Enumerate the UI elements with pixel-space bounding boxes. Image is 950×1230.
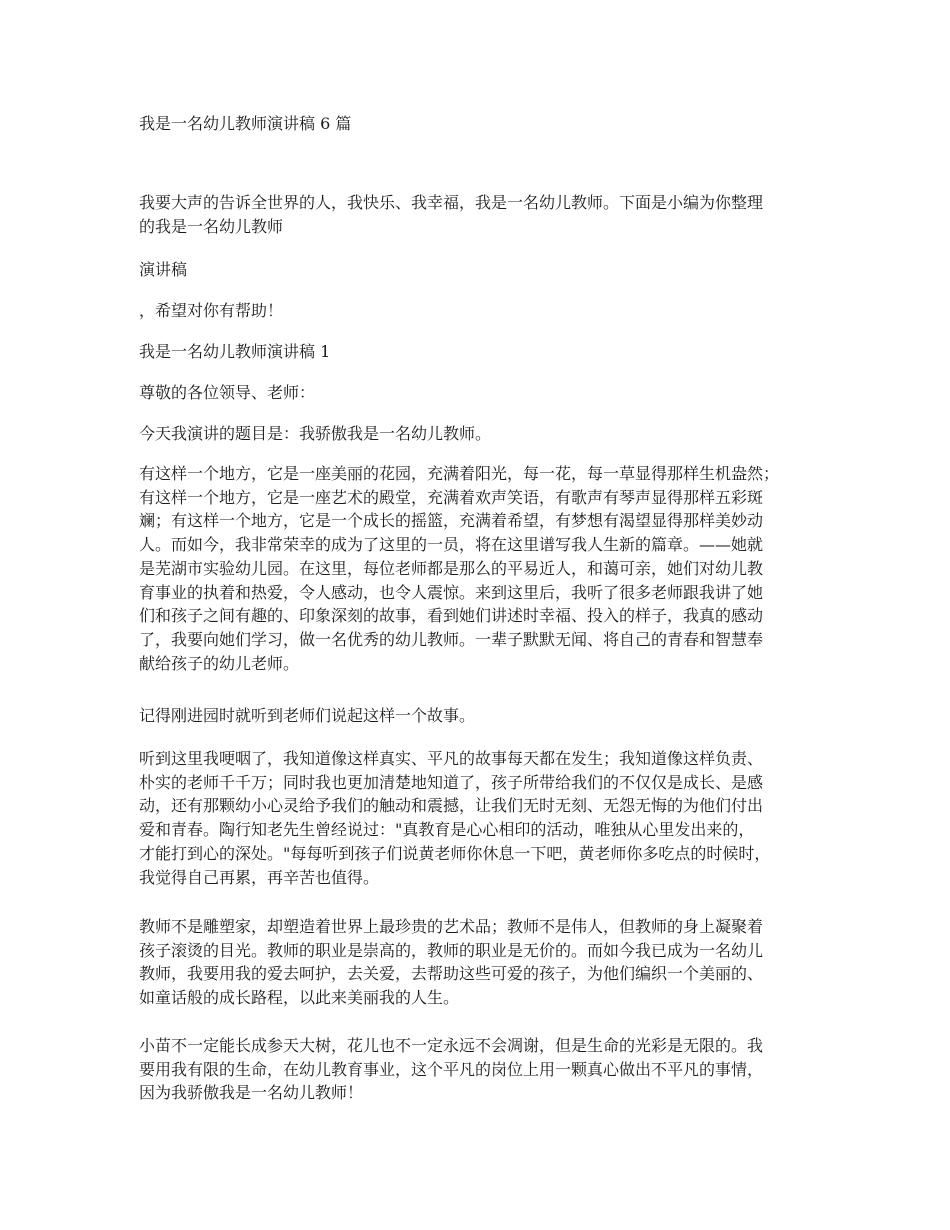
paragraph-line: 有这样一个地方，它是一座美丽的花园，充满着阳光，每一花，每一草显得那样生机盎然； bbox=[139, 464, 780, 483]
intro-closing: ，希望对你有帮助！ bbox=[139, 301, 284, 320]
paragraph-4 bbox=[139, 915, 829, 1010]
paragraph-5 bbox=[139, 1034, 829, 1105]
paragraph-2: 记得刚进园时就听到老师们说起这样一个故事。 bbox=[139, 706, 476, 725]
paragraph-line: 斓；有这样一个地方，它是一个成长的摇篮，充满着希望，有梦想有渴望显得那样美妙动 bbox=[139, 511, 764, 531]
paragraph-line: 孩子滚烫的目光。教师的职业是崇高的，教师的职业是无价的。而如今我已成为一名幼儿 bbox=[139, 940, 764, 960]
paragraph-line: 教师不是雕塑家，却塑造着世界上最珍贵的艺术品；教师不是伟人，但教师的身上凝聚着 bbox=[139, 917, 764, 936]
paragraph-line: 如童话般的成长路程，以此来美丽我的人生。 bbox=[139, 988, 460, 1008]
document-title: 我是一名幼儿教师演讲稿 6 篇 bbox=[139, 114, 352, 133]
paragraph-line: 了，我要向她们学习，做一名优秀的幼儿教师。一辈子默默无闻、将自己的青春和智慧奉 bbox=[139, 629, 764, 649]
salutation: 尊敬的各位领导、老师： bbox=[139, 383, 316, 402]
paragraph-line: 要用我有限的生命，在幼儿教育事业，这个平凡的岗位上用一颗真心做出不平凡的事情， bbox=[139, 1059, 764, 1079]
paragraph-line: 人。而如今，我非常荣幸的成为了这里的一员，将在这里谱写我人生新的篇章。——她就 bbox=[139, 535, 764, 555]
paragraph-line: 是芜湖市实验幼儿园。在这里，每位老师都是那么的平易近人，和蔼可亲，她们对幼儿教 bbox=[139, 558, 764, 578]
intro-line: 的我是一名幼儿教师 bbox=[139, 217, 284, 236]
paragraph-line: 听到这里我哽咽了，我知道像这样真实、平凡的故事每天都在发生；我知道像这样负责、 bbox=[139, 749, 764, 768]
paragraph-line: 才能打到心的深处。"每每听到孩子们说黄老师你休息一下吧，黄老师你多吃点的时候时， bbox=[139, 843, 771, 863]
paragraph-line: 动，还有那颗幼小心灵给予我们的触动和震撼，让我们无时无刻、无怨无悔的为他们付出 bbox=[139, 796, 764, 816]
paragraph-line: 献给孩子的幼儿老师。 bbox=[139, 653, 300, 673]
paragraph-line: 教师，我要用我的爱去呵护，去关爱，去帮助这些可爱的孩子，为他们编织一个美丽的、 bbox=[139, 964, 764, 984]
paragraph-line: 有这样一个地方，它是一座艺术的殿堂，充满着欢声笑语，有歌声有琴声显得那样五彩斑 bbox=[139, 487, 764, 507]
paragraph-line: 们和孩子之间有趣的、印象深刻的故事，看到她们讲述时幸福、投入的样子，我真的感动 bbox=[139, 606, 764, 626]
intro-word: 演讲稿 bbox=[139, 260, 188, 279]
paragraph-line: 我觉得自己再累，再辛苦也值得。 bbox=[139, 867, 380, 887]
paragraph-line: 小苗不一定能长成参天大树，花儿也不一定永远不会凋谢，但是生命的光彩是无限的。我 bbox=[139, 1036, 764, 1055]
paragraph-line: 因为我骄傲我是一名幼儿教师！ bbox=[139, 1083, 364, 1103]
paragraph-line: 朴实的老师千千万；同时我也更加清楚地知道了，孩子所带给我们的不仅仅是成长、是感 bbox=[139, 772, 764, 792]
intro-paragraph bbox=[139, 191, 829, 239]
speech-topic: 今天我演讲的题目是：我骄傲我是一名幼儿教师。 bbox=[139, 424, 492, 443]
intro-line: 我要大声的告诉全世界的人，我快乐、我幸福，我是一名幼儿教师。下面是小编为你整理 bbox=[139, 193, 764, 212]
paragraph-line: 爱和青春。陶行知老先生曾经说过："真教育是心心相印的活动，唯独从心里发出来的， bbox=[139, 820, 755, 840]
paragraph-1 bbox=[139, 462, 829, 675]
paragraph-line: 育事业的执着和热爱，令人感动，也令人震惊。来到这里后，我听了很多老师跟我讲了她 bbox=[139, 582, 764, 602]
paragraph-3 bbox=[139, 747, 829, 889]
section-heading: 我是一名幼儿教师演讲稿 1 bbox=[139, 342, 331, 361]
